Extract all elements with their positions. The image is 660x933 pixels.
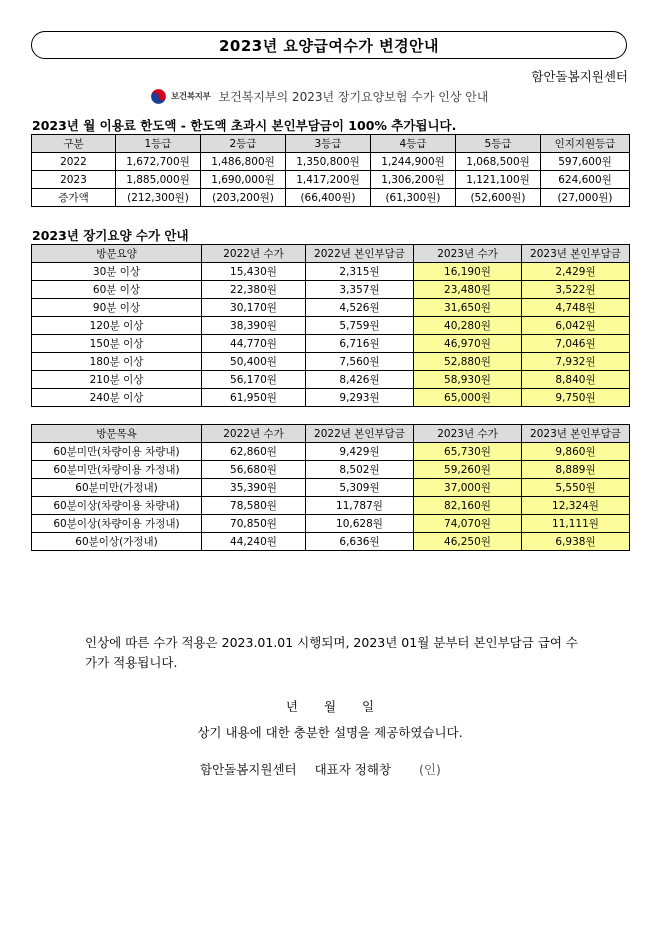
- ministry-logo-text: 보건복지부: [171, 92, 211, 102]
- table-cell: 56,680원: [202, 461, 306, 479]
- table-cell: 40,280원: [414, 317, 522, 335]
- table-row: [32, 189, 630, 207]
- table-cell: 7,046원: [522, 335, 630, 353]
- table-cell: 52,880원: [414, 353, 522, 371]
- signature-center-name: 함안돌봄지원센터: [200, 762, 297, 777]
- table-row: [32, 479, 630, 497]
- table-header-row: [32, 135, 630, 153]
- signature-line: [200, 760, 459, 778]
- table-cell: 597,600원: [541, 153, 630, 171]
- table-cell: 35,390원: [202, 479, 306, 497]
- table-row: [32, 299, 630, 317]
- table-cell: 46,970원: [414, 335, 522, 353]
- table-cell: 120분 이상: [32, 317, 202, 335]
- table-cell: 74,070원: [414, 515, 522, 533]
- header-cell: 1등급: [116, 135, 201, 153]
- org-name: 함안돌봄지원센터: [531, 69, 628, 84]
- table-cell: 15,430원: [202, 263, 306, 281]
- visit-care-table: [31, 244, 630, 407]
- table-cell: 증가액: [32, 189, 116, 207]
- header-cell: 2022년 본인부담금: [306, 245, 414, 263]
- table-cell: 9,750원: [522, 389, 630, 407]
- table-cell: 12,324원: [522, 497, 630, 515]
- confirmation-text: 상기 내용에 대한 충분한 설명을 제공하였습니다.: [197, 725, 463, 740]
- header-cell: 2023년 본인부담금: [522, 245, 630, 263]
- table-cell: 23,480원: [414, 281, 522, 299]
- header-cell: 2023년 본인부담금: [522, 425, 630, 443]
- table-cell: 150분 이상: [32, 335, 202, 353]
- header-cell: 5등급: [456, 135, 541, 153]
- table-cell: 22,380원: [202, 281, 306, 299]
- table-cell: 11,111원: [522, 515, 630, 533]
- table-cell: 60분미만(차량이용 가정내): [32, 461, 202, 479]
- table-cell: 1,350,800원: [286, 153, 371, 171]
- table-cell: 4,748원: [522, 299, 630, 317]
- table-cell: 46,250원: [414, 533, 522, 551]
- table-cell: 3,357원: [306, 281, 414, 299]
- table-row: [32, 263, 630, 281]
- table-cell: 210분 이상: [32, 371, 202, 389]
- table-cell: (61,300원): [371, 189, 456, 207]
- table-row: [32, 153, 630, 171]
- table-cell: 65,730원: [414, 443, 522, 461]
- table-cell: (203,200원): [201, 189, 286, 207]
- table-cell: 1,486,800원: [201, 153, 286, 171]
- table-cell: 9,429원: [306, 443, 414, 461]
- table-cell: 62,860원: [202, 443, 306, 461]
- table-cell: 7,932원: [522, 353, 630, 371]
- table-cell: 90분 이상: [32, 299, 202, 317]
- header-cell: 방문요양: [32, 245, 202, 263]
- table-cell: 37,000원: [414, 479, 522, 497]
- table-cell: 1,885,000원: [116, 171, 201, 189]
- table-cell: 30,170원: [202, 299, 306, 317]
- table-cell: 2022: [32, 153, 116, 171]
- table-cell: 59,260원: [414, 461, 522, 479]
- table-header-row: [32, 425, 630, 443]
- table-row: [32, 281, 630, 299]
- table-row: [32, 533, 630, 551]
- table-cell: 8,502원: [306, 461, 414, 479]
- table-cell: 7,560원: [306, 353, 414, 371]
- table-row: [32, 389, 630, 407]
- table-row: [32, 317, 630, 335]
- table-cell: 1,244,900원: [371, 153, 456, 171]
- table-row: [32, 335, 630, 353]
- header-cell: 4등급: [371, 135, 456, 153]
- table-cell: 4,526원: [306, 299, 414, 317]
- table-cell: 624,600원: [541, 171, 630, 189]
- table-cell: 78,580원: [202, 497, 306, 515]
- table-cell: 60분 이상: [32, 281, 202, 299]
- table-cell: (212,300원): [116, 189, 201, 207]
- table-cell: 8,889원: [522, 461, 630, 479]
- table-cell: 44,770원: [202, 335, 306, 353]
- table-row: [32, 353, 630, 371]
- table-cell: (66,400원): [286, 189, 371, 207]
- table-cell: 2,315원: [306, 263, 414, 281]
- notice-text: 보건복지부의 2023년 장기요양보험 수가 인상 안내: [218, 89, 489, 104]
- table-cell: 61,950원: [202, 389, 306, 407]
- korea-government-emblem-icon: [150, 88, 167, 105]
- table-cell: 1,690,000원: [201, 171, 286, 189]
- table-cell: 1,306,200원: [371, 171, 456, 189]
- table-cell: 9,293원: [306, 389, 414, 407]
- table-cell: 60분미만(차량이용 차량내): [32, 443, 202, 461]
- table-cell: (52,600원): [456, 189, 541, 207]
- seal-mark: (인): [419, 762, 441, 777]
- table-cell: 10,628원: [306, 515, 414, 533]
- table-cell: 82,160원: [414, 497, 522, 515]
- table-row: [32, 443, 630, 461]
- document-title: 2023년 요양급여수가 변경안내: [31, 31, 627, 59]
- table-cell: 6,938원: [522, 533, 630, 551]
- header-cell: 인지지원등급: [541, 135, 630, 153]
- table-cell: 6,636원: [306, 533, 414, 551]
- table-cell: 9,860원: [522, 443, 630, 461]
- header-cell: 2023년 수가: [414, 425, 522, 443]
- signature-representative: 대표자 정해창: [314, 762, 392, 777]
- ministry-notice: [150, 86, 488, 106]
- table-cell: 3,522원: [522, 281, 630, 299]
- table-cell: 65,000원: [414, 389, 522, 407]
- table-cell: 240분 이상: [32, 389, 202, 407]
- table-cell: 5,759원: [306, 317, 414, 335]
- table-cell: 6,042원: [522, 317, 630, 335]
- section1-title: 2023년 월 이용료 한도액 - 한도액 초과시 본인부담금이 100% 추가됩니다.: [32, 118, 457, 133]
- application-note: 인상에 따른 수가 적용은 2023.01.01 시행되며, 2023년 01월 분부터 본인부담금 급여 수가가 적용됩니다.: [85, 635, 578, 670]
- table-cell: 44,240원: [202, 533, 306, 551]
- header-cell: 2022년 수가: [202, 425, 306, 443]
- table-cell: 6,716원: [306, 335, 414, 353]
- table-cell: 8,426원: [306, 371, 414, 389]
- table-cell: 1,672,700원: [116, 153, 201, 171]
- table-cell: 30분 이상: [32, 263, 202, 281]
- table-row: [32, 497, 630, 515]
- table-cell: 70,850원: [202, 515, 306, 533]
- table-cell: 1,068,500원: [456, 153, 541, 171]
- header-cell: 방문목욕: [32, 425, 202, 443]
- visit-bath-table: [31, 424, 630, 551]
- table-cell: 60분미만(가정내): [32, 479, 202, 497]
- header-cell: 3등급: [286, 135, 371, 153]
- table-cell: 58,930원: [414, 371, 522, 389]
- section2-title: 2023년 장기요양 수가 안내: [32, 228, 189, 243]
- table-cell: 8,840원: [522, 371, 630, 389]
- header-cell: 2022년 본인부담금: [306, 425, 414, 443]
- table-cell: 16,190원: [414, 263, 522, 281]
- header-cell: 구분: [32, 135, 116, 153]
- table-cell: 2023: [32, 171, 116, 189]
- table-row: [32, 515, 630, 533]
- table-cell: 56,170원: [202, 371, 306, 389]
- table-cell: (27,000원): [541, 189, 630, 207]
- table-cell: 31,650원: [414, 299, 522, 317]
- monthly-limit-table: [31, 134, 630, 207]
- header-cell: 2022년 수가: [202, 245, 306, 263]
- table-cell: 60분이상(가정내): [32, 533, 202, 551]
- table-row: [32, 461, 630, 479]
- table-cell: 50,400원: [202, 353, 306, 371]
- table-cell: 5,550원: [522, 479, 630, 497]
- table-cell: 1,121,100원: [456, 171, 541, 189]
- header-cell: 2023년 수가: [414, 245, 522, 263]
- table-header-row: [32, 245, 630, 263]
- table-cell: 2,429원: [522, 263, 630, 281]
- table-cell: 180분 이상: [32, 353, 202, 371]
- table-cell: 38,390원: [202, 317, 306, 335]
- table-row: [32, 371, 630, 389]
- table-cell: 60분이상(차량이용 가정내): [32, 515, 202, 533]
- date-line: 년 월 일: [285, 699, 375, 714]
- table-cell: 5,309원: [306, 479, 414, 497]
- header-cell: 2등급: [201, 135, 286, 153]
- table-cell: 1,417,200원: [286, 171, 371, 189]
- table-cell: 11,787원: [306, 497, 414, 515]
- table-row: [32, 171, 630, 189]
- table-cell: 60분이상(차량이용 차량내): [32, 497, 202, 515]
